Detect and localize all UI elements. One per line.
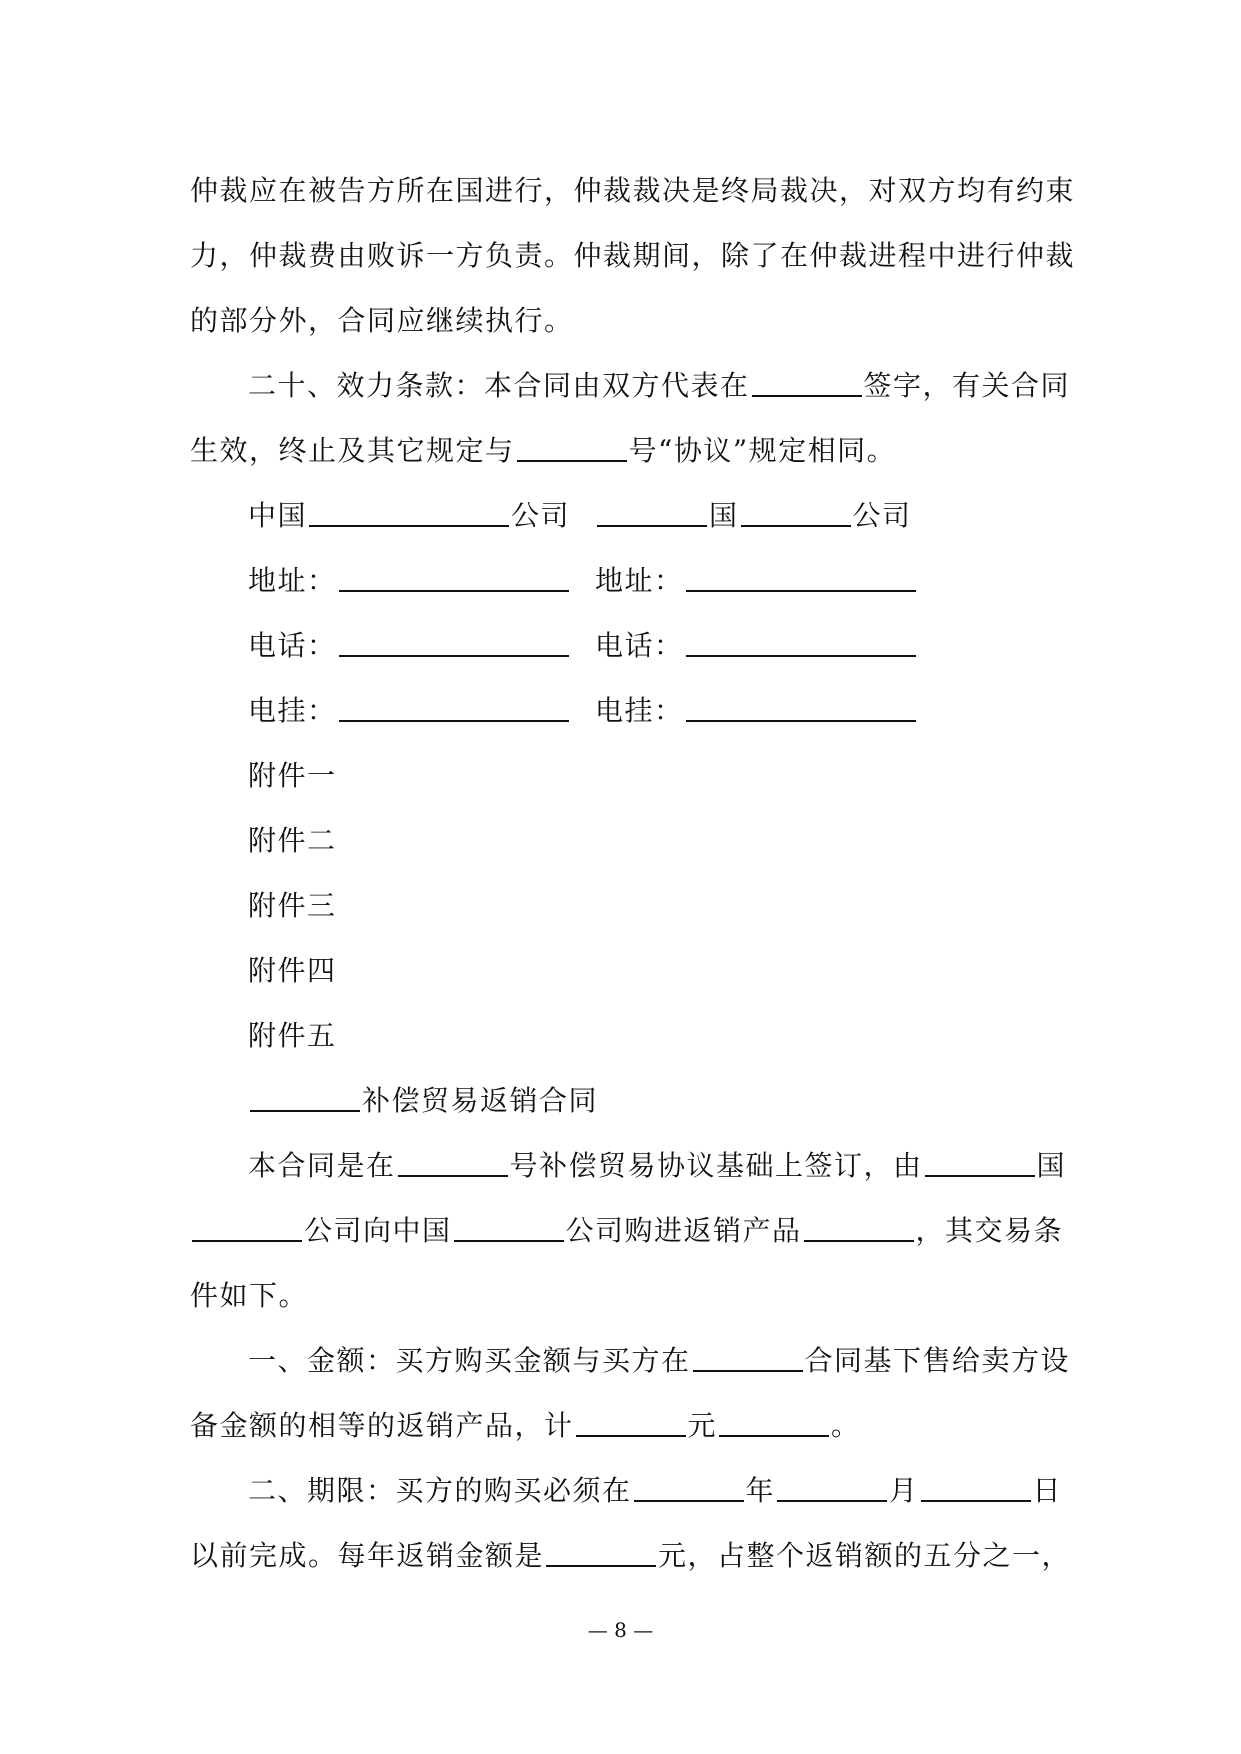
term-clause-text: 日 [1032,1474,1063,1507]
phone-label: 电话： [248,629,337,662]
attachment-3: 附件三 [248,889,337,922]
blank-field [250,1084,360,1112]
address-label: 地址： [595,564,684,597]
country-label: 国 [709,499,739,532]
effect-clause-text: 号“协议”规定相同。 [628,434,897,467]
term-clause-text: 元，占整个返销额的五分之一， [658,1539,1072,1572]
amount-clause-line-2 [190,1393,1060,1458]
intro-text: 本合同是在 [248,1149,396,1182]
blank-field [454,1214,564,1242]
blank-field [339,564,569,592]
signature-address-row [190,548,1060,613]
term-clause-text: 年 [745,1474,776,1507]
intro-text: ，其交易条 [915,1214,1064,1247]
arbitration-line-1: 仲裁应在被告方所在国进行，仲裁裁决是终局裁决，对双方均有约束 [190,174,1076,207]
document-body [190,158,1076,1588]
arbitration-line-3: 的部分外，合同应继续执行。 [190,304,574,337]
intro-line-3: 件如下。 [190,1279,309,1312]
effect-clause-text: 签字，有关合同 [863,369,1071,402]
term-clause-line-2 [190,1523,1072,1588]
effect-clause-line-1 [190,353,1071,418]
amount-clause-line-1 [190,1328,1071,1393]
blank-field [546,1539,656,1567]
telex-cell [595,678,918,743]
intro-text: 号补偿贸易协议基础上签订，由 [509,1149,923,1182]
arbitration-line-2: 力，仲裁费由败诉一方负责。仲裁期间，除了在仲裁进程中进行仲裁 [190,239,1076,272]
amount-clause-text: 合同基下售给卖方设 [804,1344,1071,1377]
blank-field [752,369,862,397]
phone-cell [595,613,918,678]
intro-line-1 [190,1133,1067,1198]
blank-field [693,1344,803,1372]
address-label: 地址： [248,564,337,597]
attachment-5: 附件五 [248,1019,337,1052]
intro-text: 公司向中国 [304,1214,452,1247]
attachment-2: 附件二 [248,824,337,857]
attachment-4: 附件四 [248,954,337,987]
phone-label: 电话： [595,629,684,662]
intro-text: 国 [1036,1149,1067,1182]
blank-field [576,1409,686,1437]
blank-field [741,499,851,527]
signature-phone-row [190,613,1060,678]
blank-field [804,1214,914,1242]
blank-field [686,564,916,592]
term-clause-text: 二、期限：买方的购买必须在 [248,1474,632,1507]
contract-title-text: 补偿贸易返销合同 [362,1084,599,1117]
telex-label: 电挂： [595,694,684,727]
blank-field [339,694,569,722]
blank-field [192,1214,302,1242]
attachment-1: 附件一 [248,759,337,792]
telex-label: 电挂： [248,694,337,727]
term-clause-text: 以前完成。每年返销金额是 [190,1539,545,1572]
blank-field [925,1149,1035,1177]
signature-company-row [190,483,1060,548]
amount-clause-text: 元 [687,1409,718,1442]
amount-clause-text: 一、金额：买方购买金额与买方在 [248,1344,691,1377]
blank-field [309,499,509,527]
blank-field [597,499,707,527]
signature-telex-row [190,678,1060,743]
company-label: 公司 [511,499,571,532]
term-clause-line-1 [190,1458,1063,1523]
blank-field [398,1149,508,1177]
blank-field [339,629,569,657]
page-number: — 8 — [587,1618,654,1642]
intro-line-2 [190,1198,1064,1263]
term-clause-text: 月 [889,1474,919,1507]
foreign-company-cell [595,483,912,548]
blank-field [686,629,916,657]
company-label: 公司 [852,499,912,532]
intro-text: 公司购进返销产品 [565,1214,802,1247]
effect-clause-line-2 [190,418,1060,483]
blank-field [686,694,916,722]
contract-title [190,1068,1060,1133]
blank-field [921,1474,1031,1502]
blank-field [777,1474,887,1502]
effect-clause-text: 二十、效力条款：本合同由双方代表在 [248,369,750,402]
blank-field [517,434,627,462]
address-cell [595,548,918,613]
blank-field [719,1409,829,1437]
china-prefix: 中国 [248,499,308,532]
amount-clause-text: 备金额的相等的返销产品，计 [190,1409,574,1442]
blank-field [634,1474,744,1502]
effect-clause-text: 生效，终止及其它规定与 [190,434,515,467]
amount-clause-text: 。 [831,1409,861,1442]
